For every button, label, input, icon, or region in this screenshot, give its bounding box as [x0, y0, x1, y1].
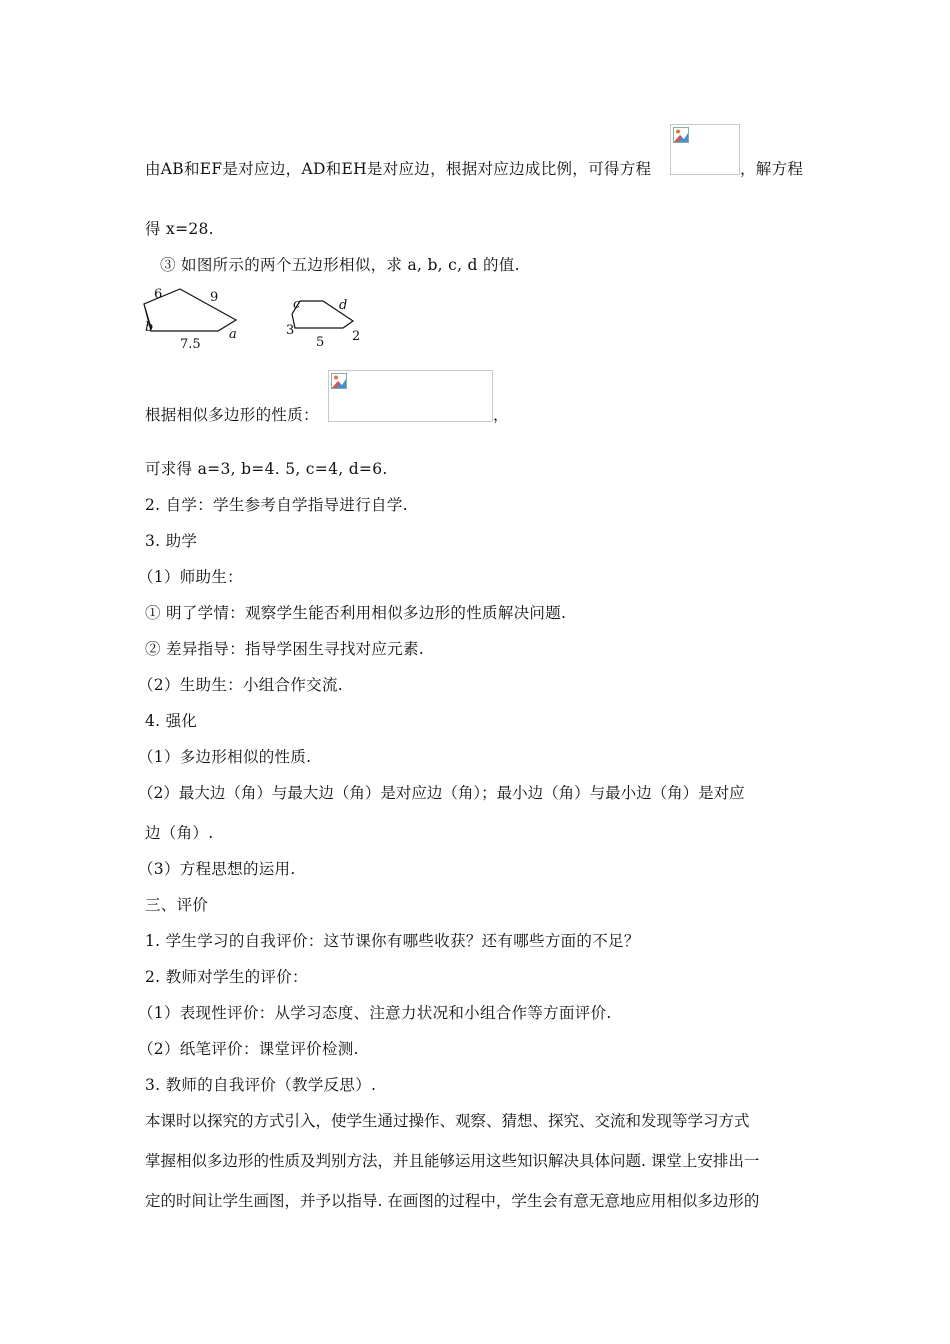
left-side-6: 6 — [154, 287, 163, 302]
line-1-right: ，解方程 — [740, 160, 804, 178]
text-line-20: （1）表现性评价：从学习态度、注意力状况和小组合作等方面评价. — [138, 1004, 612, 1022]
text-line-3: ③ 如图所示的两个五边形相似，求 a, b, c, d 的值. — [160, 256, 520, 274]
text-line-25: 定的时间让学生画图，并予以指导. 在画图的过程中，学生会有意无意地应用相似多边形的 — [145, 1192, 760, 1210]
right-side-5: 5 — [316, 335, 325, 350]
left-side-7-5: 7.5 — [180, 337, 201, 352]
right-side-c: c — [293, 297, 301, 312]
right-side-d: d — [339, 298, 348, 313]
similar-pentagons-figure — [140, 282, 380, 354]
text-line-24: 掌握相似多边形的性质及判别方法，并且能够运用这些知识解决具体问题. 课堂上安排出一 — [145, 1152, 760, 1170]
left-pentagon — [144, 287, 237, 352]
text-line-18: 1. 学生学习的自我评价：这节课你有哪些收获？还有哪些方面的不足？ — [145, 932, 640, 950]
right-pentagon — [286, 297, 360, 350]
text-line-9: ① 明了学情：观察学生能否利用相似多边形的性质解决问题. — [145, 604, 567, 622]
right-side-3: 3 — [286, 323, 295, 338]
line-1-left: 由AB和EF是对应边，AD和EH是对应边，根据对应边成比例，可得方程 — [145, 160, 652, 178]
text-line-2: 得 x=28. — [145, 220, 214, 238]
text-line-8: （1）师助生： — [138, 568, 243, 586]
equation-image-2 — [328, 370, 493, 422]
left-side-b: b — [145, 320, 154, 335]
text-line-12: 4. 强化 — [145, 712, 198, 730]
left-side-a: a — [229, 327, 237, 342]
text-line-13: （1）多边形相似的性质. — [138, 748, 312, 766]
text-line-6: 2. 自学：学生参考自学指导进行自学. — [145, 496, 408, 514]
broken-image-icon — [331, 373, 347, 389]
text-line-21: （2）纸笔评价：课堂评价检测. — [138, 1040, 359, 1058]
text-line-1 — [145, 159, 651, 179]
text-line-4: 根据相似多边形的性质： — [145, 406, 319, 424]
text-line-14: （2）最大边（角）与最大边（角）是对应边（角）；最小边（角）与最小边（角）是对应 — [138, 784, 745, 802]
line-4-right: ， — [493, 406, 509, 424]
text-line-11: （2）生助生：小组合作交流. — [138, 676, 343, 694]
text-line-5: 可求得 a=3, b=4. 5, c=4, d=6. — [145, 460, 388, 478]
text-line-10: ② 差异指导：指导学困生寻找对应元素. — [145, 640, 425, 658]
equation-image-1 — [670, 124, 740, 175]
text-line-17: 三、评价 — [145, 896, 209, 914]
text-line-7: 3. 助学 — [145, 532, 198, 550]
text-line-22: 3. 教师的自我评价（教学反思）. — [145, 1076, 377, 1094]
left-side-9: 9 — [210, 290, 219, 305]
right-side-2: 2 — [352, 329, 361, 344]
text-line-16: （3）方程思想的运用. — [138, 860, 296, 878]
text-line-19: 2. 教师对学生的评价： — [145, 968, 308, 986]
text-line-15: 边（角）. — [145, 824, 214, 842]
broken-image-icon — [673, 127, 689, 143]
text-line-23: 本课时以探究的方式引入，使学生通过操作、观察、猜想、探究、交流和发现等学习方式 — [145, 1112, 750, 1130]
